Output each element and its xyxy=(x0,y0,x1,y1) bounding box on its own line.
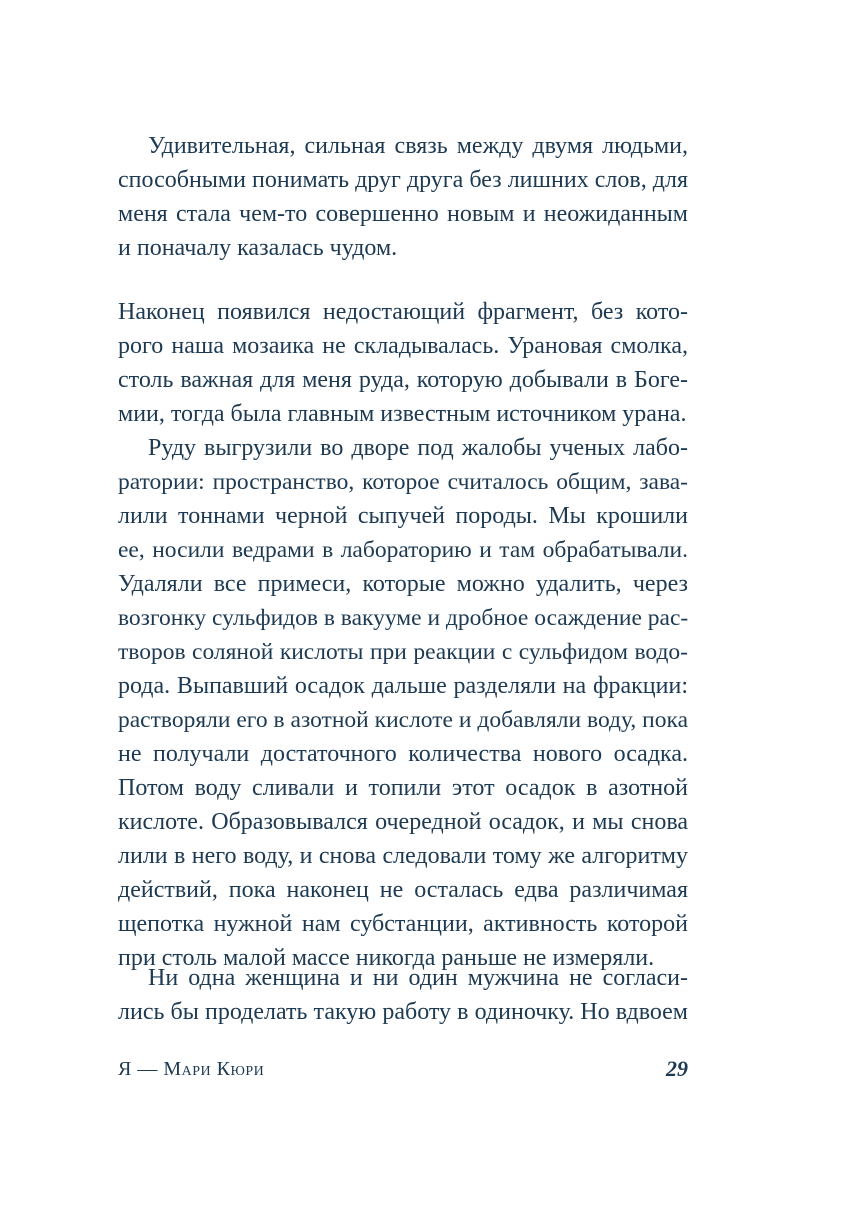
paragraph-line: кислоте. Образовывался очередной осадок, и мы снова xyxy=(118,809,688,835)
paragraph-line: и поначалу казалась чудом. xyxy=(118,235,398,261)
paragraph-line: Ни одна женщина и ни один мужчина не согласи- xyxy=(148,965,688,991)
paragraph-line: растворяли его в азотной кислоте и добавляли воду, пока xyxy=(118,707,688,733)
running-title: Я — Мари Кюри xyxy=(118,1058,265,1080)
paragraph-line: мии, тогда была главным известным источником урана. xyxy=(118,401,687,427)
paragraph-line: лись бы проделать такую работу в одиночку. Но вдвоем xyxy=(118,999,688,1025)
paragraph-line: Наконец появился недостающий фрагмент, без кото- xyxy=(118,299,688,325)
page-number: 29 xyxy=(666,1056,688,1081)
paragraph-line: способными понимать друг друга без лишних слов, для xyxy=(118,167,688,193)
paragraph-line: лили в него воду, и снова следовали тому же алгоритму xyxy=(118,843,688,869)
paragraph-line: рода. Выпавший осадок дальше разделяли на фракции: xyxy=(118,673,688,699)
paragraph-line: рого наша мозаика не складывалась. Урановая смолка, xyxy=(118,333,688,359)
paragraph-line: Удивительная, сильная связь между двумя людьми, xyxy=(148,133,688,159)
paragraph-line: столь важная для меня руда, которую добывали в Боге- xyxy=(118,367,688,393)
page-footer xyxy=(118,1052,688,1086)
paragraph-line: Руду выгрузили во дворе под жалобы ученых лабо- xyxy=(148,435,688,461)
paragraph-line: возгонку сульфидов в вакууме и дробное осаждение рас- xyxy=(118,605,689,631)
paragraph-line: лили тоннами черной сыпучей породы. Мы крошили xyxy=(118,503,688,529)
paragraph-line: щепотка нужной нам субстанции, активность которой xyxy=(118,911,688,937)
paragraph-line: творов соляной кислоты при реакции с сульфидом водо- xyxy=(118,639,688,665)
paragraph-line: меня стала чем-то совершенно новым и неожиданным xyxy=(118,201,688,227)
paragraph-line: ратории: пространство, которое считалось общим, зава- xyxy=(118,469,688,495)
paragraph-line: ее, носили ведрами в лабораторию и там обрабатывали. xyxy=(118,537,688,563)
paragraph-line: Потом воду сливали и топили этот осадок в азотной xyxy=(118,775,688,801)
paragraph-line: Удаляли все примеси, которые можно удалить, через xyxy=(118,571,688,597)
paragraph-line: при столь малой массе никогда раньше не измеряли. xyxy=(118,945,655,971)
paragraph-line: не получали достаточного количества нового осадка. xyxy=(118,741,688,767)
paragraph-line: действий, пока наконец не осталась едва различимая xyxy=(118,877,688,903)
